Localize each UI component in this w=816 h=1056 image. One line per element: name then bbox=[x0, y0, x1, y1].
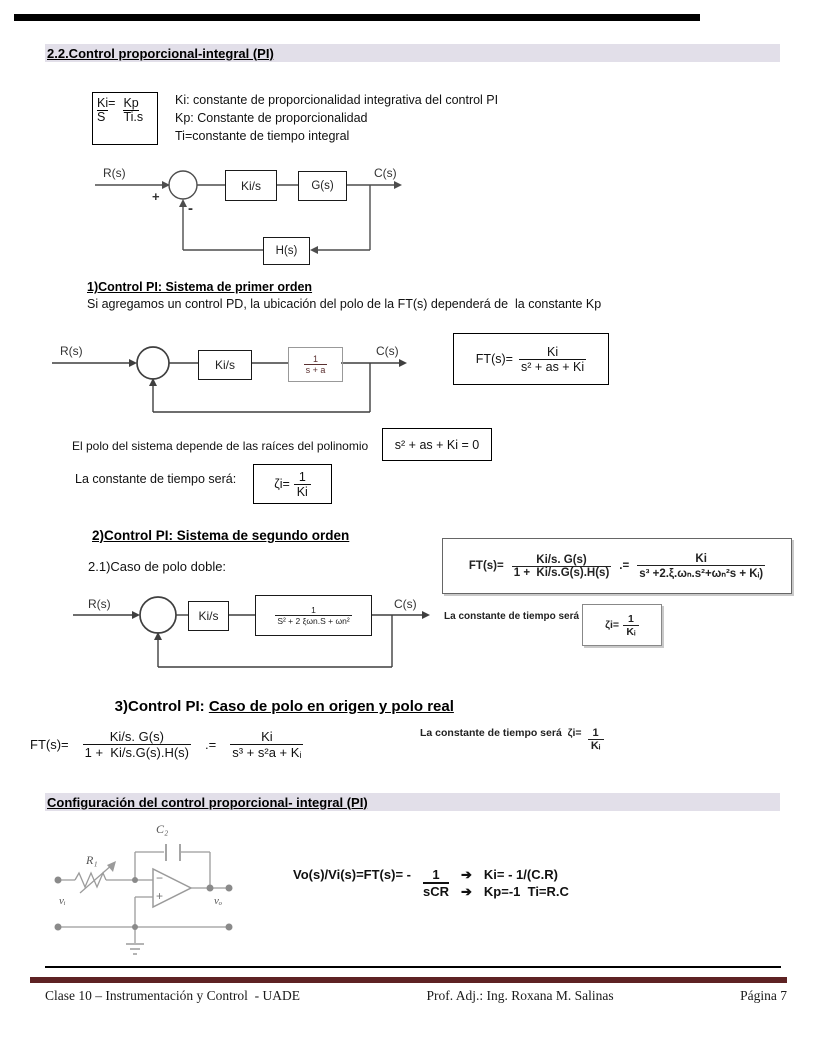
page-title: 2.2.Control proporcional-integral (PI) bbox=[47, 45, 274, 61]
diagram3-input-label: R(s) bbox=[88, 597, 111, 611]
definition-line: Ti=constante de tiempo integral bbox=[175, 129, 350, 143]
formula-lead: Vo(s)/Vi(s)=FT(s)= - bbox=[293, 867, 411, 882]
diagram3-output-label: C(s) bbox=[394, 597, 417, 611]
opamp-minus-sign: − bbox=[156, 871, 164, 885]
diagram3-tiempo-text: La constante de tiempo será bbox=[444, 611, 580, 622]
diagram3-tiempo-box bbox=[582, 604, 662, 646]
ft-denominator: 1 + Ki/s.G(s).H(s) bbox=[84, 745, 190, 760]
zeta-label: ζi= bbox=[274, 477, 290, 491]
formula-result: Kp=-1 Ti=R.C bbox=[483, 884, 569, 899]
section1-heading: 1)Control PI: Sistema de primer orden bbox=[87, 280, 313, 294]
section2-sub: 2.1)Caso de polo doble: bbox=[88, 559, 227, 574]
block-label: Ki/s bbox=[214, 358, 235, 372]
footer-thin-rule bbox=[45, 966, 781, 968]
ft-denominator: s² + as + Ki bbox=[520, 359, 585, 374]
kp-num: Kp bbox=[123, 96, 139, 110]
tiempo-text: La constante de tiempo será ζi= bbox=[420, 727, 582, 739]
arrow-icon bbox=[107, 861, 116, 872]
formula-result: Ki= - 1/(C.R) bbox=[483, 867, 558, 882]
arrow-icon bbox=[310, 246, 318, 254]
definition-line: Ki: constante de proporcionalidad integrativa del control PI bbox=[175, 93, 499, 107]
diagram1-feedback-block bbox=[263, 237, 310, 265]
tiempo-numerator: 1 bbox=[623, 613, 639, 626]
arrow-icon bbox=[132, 611, 140, 619]
tiempo-denominator: Ki bbox=[296, 484, 308, 499]
footer bbox=[45, 988, 787, 1004]
ft-denominator: s³ + s²a + Kᵢ bbox=[232, 745, 302, 760]
block-diagram-3-lines bbox=[73, 597, 430, 667]
diagram1-controller-block bbox=[225, 170, 277, 201]
block-label: Ki/s bbox=[240, 178, 261, 193]
diagram2-plant-block bbox=[288, 347, 343, 382]
polo-text: El polo del sistema depende de las raíces del polinomio bbox=[72, 439, 369, 453]
config-title: Configuración del control proporcional- integral (PI) bbox=[47, 794, 368, 810]
ft-numerator: Ki/s. G(s) bbox=[83, 729, 191, 745]
tiempo-numerator: 1 bbox=[294, 470, 311, 485]
node-dot bbox=[132, 924, 138, 930]
plant-denominator: s + a bbox=[305, 365, 326, 375]
diagram2-output-label: C(s) bbox=[376, 344, 399, 358]
section2-heading: 2)Control PI: Sistema de segundo orden bbox=[92, 528, 350, 543]
ft2-formula-box bbox=[442, 538, 792, 594]
kp-den: Ti.s bbox=[123, 110, 144, 124]
tiempo-denominator: Kᵢ bbox=[590, 740, 601, 752]
opamp-circuit-lines bbox=[55, 844, 233, 954]
resistor-label: R₁ bbox=[86, 853, 98, 867]
variable-resistor-arrow bbox=[80, 864, 113, 893]
ft-label: FT(s)= bbox=[468, 560, 504, 572]
diagram2-controller-block bbox=[198, 350, 252, 380]
right-arrow-icon: ➔ bbox=[461, 867, 472, 882]
opamp-plus-sign: + bbox=[156, 889, 164, 903]
block-label: H(s) bbox=[275, 245, 298, 257]
equals-sign: = bbox=[108, 96, 116, 110]
zeta-label: ζi= bbox=[605, 619, 620, 631]
polo-equation: s² + as + Ki = 0 bbox=[394, 437, 480, 452]
footer-center: Prof. Adj.: Ing. Roxana M. Salinas bbox=[426, 988, 614, 1003]
input-voltage-label: vᵢ bbox=[59, 895, 66, 907]
arrow-icon bbox=[179, 199, 187, 207]
right-arrow-icon: ➔ bbox=[461, 884, 472, 899]
ft-label: FT(s)= bbox=[30, 737, 69, 752]
ft-numerator: Ki/s. G(s) bbox=[512, 554, 612, 567]
diagram1-output-label: C(s) bbox=[374, 166, 397, 180]
block-label: Ki/s bbox=[198, 609, 219, 623]
polo-equation-box bbox=[382, 428, 492, 461]
equals-sign: .= bbox=[205, 737, 217, 752]
ft3-formula-row bbox=[30, 729, 303, 760]
footer-left: Clase 10 – Instrumentación y Control - UADE bbox=[45, 988, 300, 1003]
arrow-icon bbox=[394, 181, 402, 189]
tiempo-denominator: Kᵢ bbox=[626, 625, 636, 638]
plant-numerator: 1 bbox=[275, 605, 351, 616]
terminal-dot bbox=[226, 924, 233, 931]
capacitor-label: C₂ bbox=[156, 822, 169, 836]
diagram1-plus-sign: + bbox=[152, 189, 160, 204]
node-dot bbox=[132, 877, 138, 883]
ki-den: S bbox=[97, 110, 106, 124]
diagram3-controller-block bbox=[188, 601, 229, 631]
opamp-formula bbox=[293, 867, 569, 899]
ft-denominator: s³ +2.ξ.ωₙ.s²+ωₙ²s + Kᵢ) bbox=[639, 567, 764, 580]
output-voltage-label: vₒ bbox=[214, 895, 223, 907]
section3-heading bbox=[98, 681, 454, 732]
config-title-bar bbox=[45, 793, 780, 811]
equals-sign: .= bbox=[619, 560, 630, 572]
block-label: G(s) bbox=[311, 180, 334, 192]
terminal-dot bbox=[55, 924, 62, 931]
section3-underlined: Caso de polo en origen y polo real bbox=[208, 698, 454, 715]
diagram1-input-label: R(s) bbox=[103, 166, 126, 180]
terminal-dot bbox=[226, 885, 233, 892]
ft3-tiempo-row bbox=[420, 727, 604, 752]
arrow-icon bbox=[129, 359, 137, 367]
formula-denominator: sCR bbox=[422, 884, 449, 899]
ft-numerator: Ki bbox=[637, 553, 765, 566]
definition-line: Kp: Constante de proporcionalidad bbox=[175, 111, 368, 125]
terminal-dot bbox=[55, 877, 62, 884]
tiempo1-text: La constante de tiempo será: bbox=[75, 472, 237, 486]
plant-numerator: 1 bbox=[304, 354, 328, 365]
formula-numerator: 1 bbox=[423, 867, 449, 884]
ft1-formula-box bbox=[453, 333, 609, 385]
section3-prefix: 3)Control PI: bbox=[114, 698, 209, 715]
tiempo1-box bbox=[253, 464, 332, 504]
plant-denominator: S² + 2 ξωn.S + ωn² bbox=[277, 616, 350, 626]
section1-body: Si agregamos un control PD, la ubicación del polo de la FT(s) dependerá de la constante Kp bbox=[87, 297, 602, 311]
footer-accent-bar bbox=[30, 977, 787, 983]
diagram3-plant-block bbox=[255, 595, 372, 636]
ft-denominator: 1 + Ki/s.G(s).H(s) bbox=[513, 566, 610, 579]
arrow-icon bbox=[422, 611, 430, 619]
diagram2-input-label: R(s) bbox=[60, 344, 83, 358]
arrow-icon bbox=[399, 359, 407, 367]
ft-label: FT(s)= bbox=[475, 352, 513, 366]
diagram1-minus-sign: - bbox=[188, 200, 193, 217]
node-dot bbox=[207, 885, 214, 892]
diagram1-plant-block bbox=[298, 171, 347, 201]
ft-numerator: Ki bbox=[519, 345, 586, 360]
footer-right: Página 7 bbox=[740, 988, 787, 1003]
ft-numerator: Ki bbox=[230, 729, 303, 745]
ki-num: Ki bbox=[97, 96, 109, 110]
tiempo-numerator: 1 bbox=[588, 727, 604, 740]
